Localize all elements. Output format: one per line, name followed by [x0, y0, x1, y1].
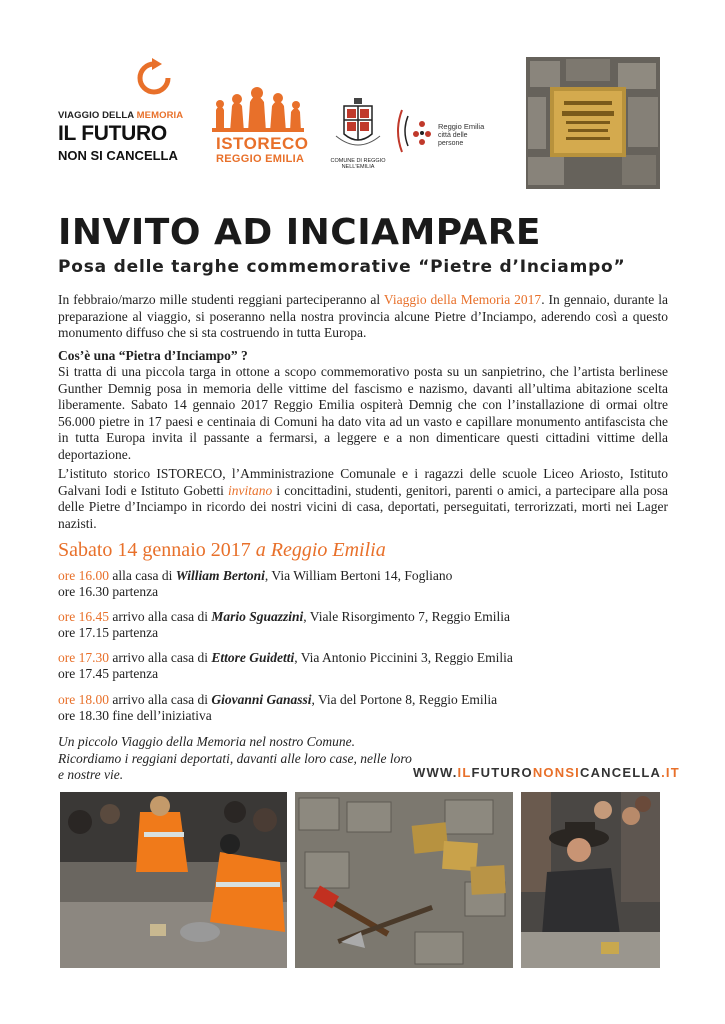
circular-arrow-icon [134, 58, 174, 98]
coat-of-arms-icon [330, 96, 386, 156]
stolperstein-photo [526, 57, 660, 189]
istoreco-name: ISTORECO [216, 134, 309, 153]
logo-istoreco [212, 84, 308, 174]
viaggio-highlight: Viaggio della Memoria 2017 [383, 292, 542, 307]
reggio-emilia-brand-icon [392, 106, 434, 156]
stones-image [295, 792, 513, 968]
schedule-item: ore 17.30 arrivo alla casa di Ettore Guidetti, Via Antonio Piccinini 3, Reggio Emilia ore 17.45 partenza [58, 650, 513, 681]
brand-tagline: città delle persone [438, 132, 468, 147]
invitano-highlight: invitano [227, 482, 273, 498]
stones-photo [295, 792, 513, 968]
logo-line-1: VIAGGIO DELLA MEMORIA [58, 110, 184, 121]
page-subtitle: Posa delle targhe commemorative “Pietre d’Inciampo” [58, 257, 626, 277]
question-body: Si tratta di una piccola targa in ottone a scopo commemorativo posta su un sanpietrino, che l’artista berlinese Gunther Demnig posa in memoria delle vittime del fascismo e nazismo, davanti all’ultima abitazione scelta liberamente. Sabato 14 gennaio 2017 Reggio Emilia ospiterà Demnig che con l’installazione di ormai oltre 56.000 pietre in 17 paesi e centinaia di Comuni ha dato vita ad un vasto e capillare monumento antifascista che in tutta Europa invita il passante a fermarsi, a leggere e a non dimenticare questi cittadini vittime della deportazione. [58, 364, 668, 462]
logo-comune [330, 96, 490, 176]
event-date: Sabato 14 gennaio 2017 a Reggio Emilia [58, 539, 386, 561]
intro-paragraph: In febbraio/marzo mille studenti reggiani parteciperanno al Viaggio della Memoria 2017. In gennaio, durante la preparazione al viaggio, si poseranno nella nostra provincia alcune Pietre d’Inciampo, aderendo così a questo monumento diffuso che si sta costruendo in tutta Europa. [58, 292, 668, 340]
workers-image [60, 792, 287, 968]
page-title: INVITO AD INCIAMPARE [58, 212, 542, 253]
istoreco-city: REGGIO EMILIA [216, 153, 305, 165]
invitation-paragraph: L’istituto storico ISTORECO, l’Amministrazione Comunale e i ragazzi delle scuole Liceo Ariosto, Istituto Galvani Iodi e Istituto Gobetti invitano i concittadini, studenti, genitori, parenti o amici, a partecipare alla posa delle Pietre d’Inciampo in ricordo dei nostri vicini di casa, deportati, perseguitati, terrorizzati, morti nei Lager nazisti. [58, 466, 668, 531]
schedule-item: ore 16.45 arrivo alla casa di Mario Sguazzini, Viale Risorgimento 7, Reggio Emilia ore 17.15 partenza [58, 609, 511, 640]
website-link[interactable]: WWW.ILFUTURONONSICANCELLA.IT [413, 765, 680, 780]
workers-photo [60, 792, 287, 968]
brand-name: Reggio Emilia [438, 122, 485, 131]
question-heading: Cos’è una “Pietra d’Inciampo” ? [58, 348, 248, 363]
people-silhouette-icon [212, 84, 308, 134]
schedule-item: ore 16.00 alla casa di William Bertoni, Via William Bertoni 14, Fogliano ore 16.30 partenza [58, 568, 453, 599]
logo-line-3: NON SI CANCELLA [58, 148, 178, 163]
schedule-item: ore 18.00 arrivo alla casa di Giovanni Ganassi, Via del Portone 8, Reggio Emilia ore 18.30 fine dell’iniziativa [58, 692, 498, 723]
artist-photo [521, 792, 660, 968]
artist-image [521, 792, 660, 968]
stolperstein-image [526, 57, 660, 189]
logo-line-2: IL FUTURO [58, 122, 167, 145]
comune-caption: COMUNE DI REGGIO NELL'EMILIA [330, 158, 386, 170]
closing-text: Un piccolo Viaggio della Memoria nel nostro Comune. Ricordiamo i reggiani deportati, davanti alle loro case, nelle loro e nostre vie. [58, 734, 412, 782]
